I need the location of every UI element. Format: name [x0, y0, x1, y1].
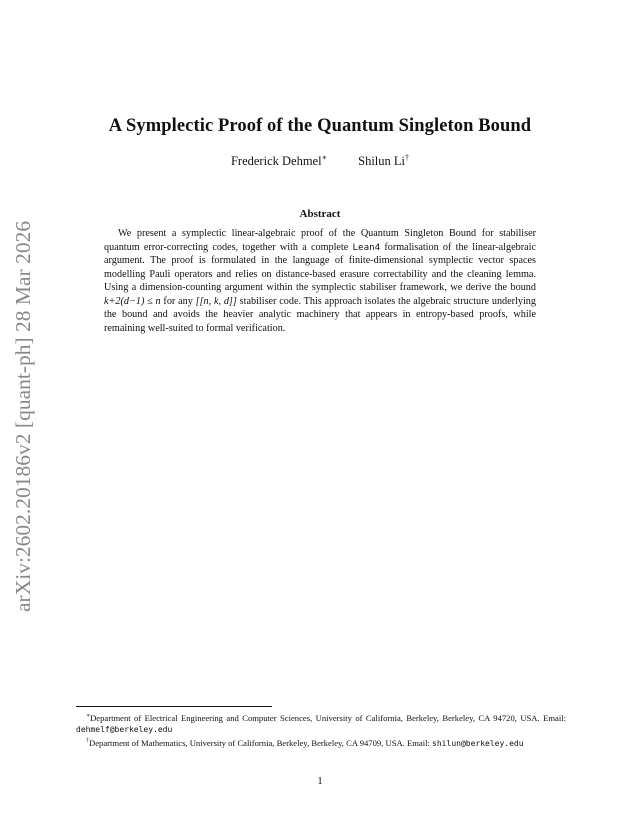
footnotes: [76, 711, 566, 750]
author-2: [358, 153, 409, 169]
code-parameters: [[n, k, d]]: [195, 295, 237, 307]
bound-formula: k+2(d−1) ≤ n: [104, 295, 161, 307]
author-2-mark: †: [405, 153, 410, 162]
abstract-text-3: for any: [160, 295, 196, 307]
footnote-2-text: Department of Mathematics, University of California, Berkeley, Berkeley, CA 94709, USA. Email:: [89, 737, 433, 748]
footnote-2-email[interactable]: shilun@berkeley.edu: [432, 738, 524, 748]
lean-term: Lean4: [352, 241, 381, 253]
arxiv-identifier-stamp: arXiv:2602.20186v2 [quant-ph] 28 Mar 2026: [11, 220, 35, 612]
footnote-2: [76, 736, 566, 749]
author-list: [0, 153, 640, 169]
page-number: 1: [317, 775, 323, 787]
abstract-text-2: formalisation of the linear-algebraic argument. The proof is formulated in the language of finite-dimensional symplectic vector spaces modelling Pauli operators and relies on distance-based erasure correctability and the cleaning lemma. Using a dimension-counting argument within the symplectic stabiliser framework, we derive the bound: [104, 241, 536, 293]
author-1: [231, 153, 327, 169]
abstract-body: [104, 227, 536, 335]
footnote-rule: [76, 706, 272, 707]
paper-title: A Symplectic Proof of the Quantum Singleton Bound: [108, 116, 532, 136]
abstract-text-4: stabiliser code. This approach isolates the algebraic structure underlying the bound and avoids the heavier analytic machinery that appears in entropy-based proofs, while remaining well-suited to formal verification.: [104, 295, 536, 334]
abstract-text-1: We present a symplectic linear-algebraic proof of the Quantum Singleton Bound for stabiliser quantum error-correcting codes, together with a complete: [104, 228, 536, 253]
footnote-1: [76, 711, 566, 736]
footnote-2-mark: †: [86, 738, 89, 745]
abstract-heading: Abstract: [299, 208, 341, 220]
author-1-name: Frederick Dehmel: [230, 154, 322, 169]
author-2-name: Shilun Li: [358, 154, 406, 169]
author-1-mark: ∗: [321, 153, 327, 162]
footnote-1-mark: ∗: [86, 713, 91, 719]
footnote-1-text: Department of Electrical Engineering and Computer Sciences, University of California, Berkeley, Berkeley, CA 94720, USA. Email:: [90, 712, 566, 723]
footnote-1-email[interactable]: dehmelf@berkeley.edu: [76, 725, 173, 735]
